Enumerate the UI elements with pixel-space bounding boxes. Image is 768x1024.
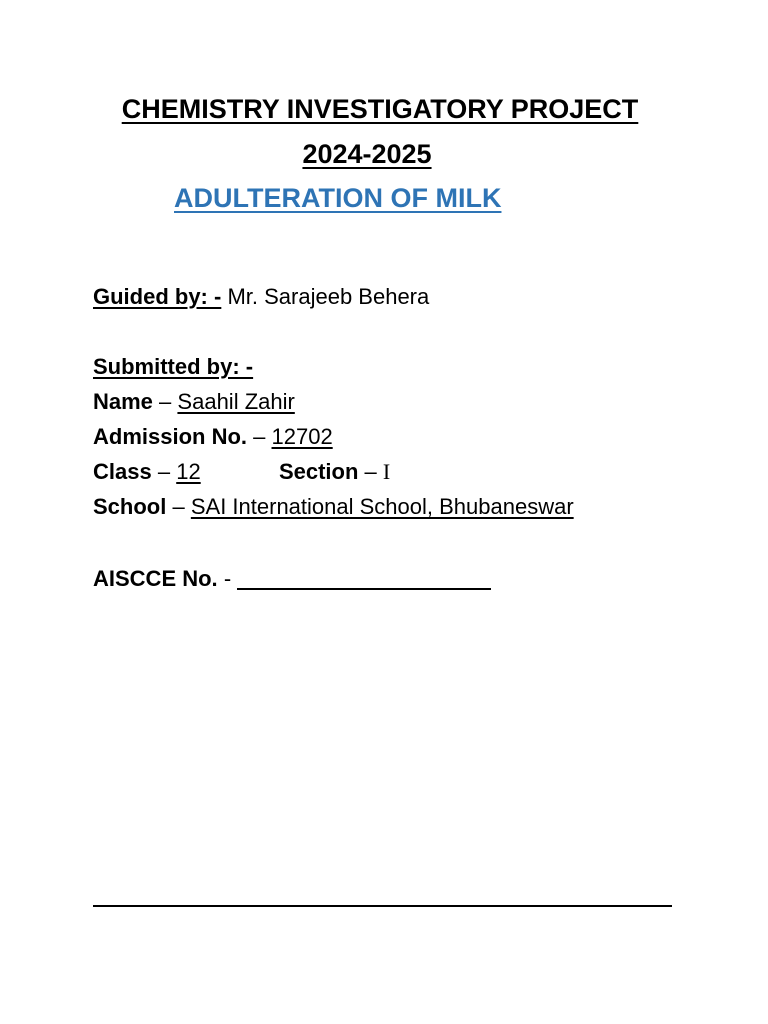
project-subtitle: ADULTERATION OF MILK (174, 183, 502, 213)
class-section-row (93, 457, 390, 487)
section-label: Section (278, 459, 359, 484)
admission-separator: – (253, 424, 266, 449)
admission-row (93, 422, 333, 452)
submitted-by-row (93, 352, 253, 382)
name-separator: – (159, 389, 172, 414)
aiscce-row (93, 564, 491, 594)
aiscce-label: AISCCE No. (93, 566, 218, 591)
school-separator: – (172, 494, 185, 519)
name-row (93, 387, 295, 417)
class-value: 12 (176, 459, 201, 484)
aiscce-blank-line (237, 587, 491, 590)
school-label: School (93, 494, 167, 519)
name-value: Saahil Zahir (177, 389, 295, 414)
project-title: CHEMISTRY INVESTIGATORY PROJECT (121, 94, 639, 124)
guided-by-row (93, 282, 429, 312)
school-row (93, 492, 574, 522)
signature-line (93, 905, 672, 907)
class-separator: – (157, 459, 171, 484)
aiscce-separator: - (223, 566, 232, 591)
guided-by-label: Guided by: - (93, 284, 222, 309)
project-year: 2024-2025 (302, 139, 432, 169)
name-label: Name (93, 389, 153, 414)
admission-value: 12702 (271, 424, 333, 449)
class-label: Class (93, 459, 152, 484)
guided-by-value: Mr. Sarajeeb Behera (227, 284, 430, 309)
section-separator: – (364, 459, 377, 484)
submitted-by-label: Submitted by: - (93, 354, 254, 379)
admission-label: Admission No. (93, 424, 248, 449)
section-value: I (382, 459, 391, 484)
school-value: SAI International School, Bhubaneswar (190, 494, 574, 519)
